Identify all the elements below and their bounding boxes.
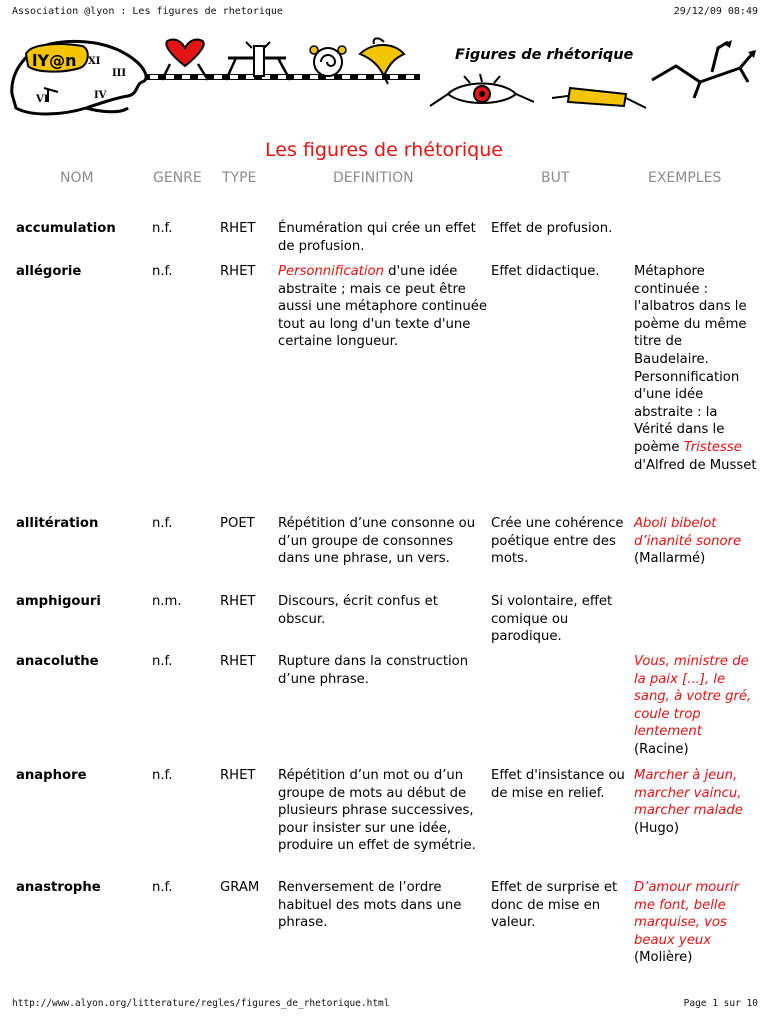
term-definition — [278, 263, 488, 351]
term-purpose: Si volontaire, effet comique ou parodique. — [491, 594, 613, 645]
definition-text: d'une idée abstraite ; mais ce peut être aussi une métaphore continuée tout au long d'un texte d'une certaine longueur. — [278, 264, 487, 350]
term-name: allitération — [16, 516, 99, 531]
column-header-exemples: EXEMPLES — [648, 170, 722, 186]
term-genre: n.f. — [152, 264, 173, 279]
column-header-nom: NOM — [60, 170, 94, 186]
term-type: RHET — [220, 264, 256, 279]
definition-text: Répétition d’un mot ou d’un groupe de mots au début de plusieurs phrase successives, pour insister sur une idée, produire un effet de symétrie. — [278, 768, 476, 854]
alyon-logo-text: lY@n — [32, 51, 77, 70]
checker-ground-line — [146, 74, 420, 80]
term-type: RHET — [220, 594, 256, 609]
term-type: GRAM — [220, 880, 260, 895]
snail-icon — [310, 46, 346, 76]
column-header-genre: GENRE — [153, 170, 202, 186]
eye-icon — [430, 74, 534, 106]
example-quote: Aboli bibelot d’inanité sonore — [634, 516, 742, 549]
print-header-date: 29/12/09 08:49 — [673, 6, 758, 17]
term-definition — [278, 767, 488, 855]
term-type: RHET — [220, 654, 256, 669]
term-genre: n.f. — [152, 516, 173, 531]
term-examples — [634, 767, 758, 837]
banner-illustrations — [0, 36, 768, 122]
arrows-figure-icon — [652, 40, 756, 98]
example-quote: D’amour mourir me font, belle marquise, vos beaux yeux — [634, 880, 740, 948]
term-examples — [634, 263, 758, 474]
term-examples — [634, 515, 758, 568]
term-examples — [634, 879, 758, 967]
term-genre: n.f. — [152, 221, 173, 236]
term-type: RHET — [220, 221, 256, 236]
column-header-type: TYPE — [222, 170, 257, 186]
example-author: d'Alfred de Musset — [634, 457, 757, 473]
svg-text:VI: VI — [36, 94, 49, 105]
example-author: (Molière) — [634, 950, 693, 966]
term-genre: n.f. — [152, 880, 173, 895]
example-author: (Hugo) — [634, 820, 680, 836]
definition-link[interactable]: Personnification — [278, 264, 384, 279]
definition-text: Énumération qui crée un effet de profusion. — [278, 221, 476, 254]
banner — [0, 36, 768, 122]
term-genre: n.m. — [152, 594, 182, 609]
term-definition — [278, 593, 488, 628]
page-number: Page 1 sur 10 — [683, 998, 758, 1009]
column-header-but: BUT — [541, 170, 570, 186]
page-url[interactable]: http://www.alyon.org/litterature/regles/figures_de_rhetorique.html — [12, 998, 390, 1009]
term-genre: n.f. — [152, 654, 173, 669]
svg-text:III: III — [112, 68, 127, 79]
banner-title: Figures de rhétorique — [455, 47, 634, 63]
term-name: allégorie — [16, 264, 82, 279]
term-name: anacoluthe — [16, 654, 99, 669]
term-purpose: Effet d'insistance ou de mise en relief. — [491, 768, 625, 801]
term-purpose: Effet didactique. — [491, 264, 600, 279]
term-name: accumulation — [16, 221, 116, 236]
term-examples — [634, 653, 758, 759]
example-quote[interactable]: Tristesse — [683, 439, 742, 455]
term-name: anaphore — [16, 768, 87, 783]
term-definition — [278, 515, 488, 568]
term-definition — [278, 653, 488, 688]
term-name: anastrophe — [16, 880, 101, 895]
definition-text: Discours, écrit confus et obscur. — [278, 594, 438, 627]
example-quote: Marcher à jeun, marcher vaincu, marcher malade — [634, 768, 743, 819]
term-definition — [278, 220, 488, 255]
term-purpose: Effet de profusion. — [491, 221, 613, 236]
term-purpose: Effet de surprise et donc de mise en valeur. — [491, 880, 618, 931]
term-definition — [278, 879, 488, 932]
term-name: amphigouri — [16, 594, 101, 609]
print-header-title: Association @lyon : Les figures de rhetorique — [12, 6, 283, 17]
example-text: Métaphore continuée : l'albatros dans le poème du même titre de Baudelaire. Personnification d'une idée abstraite : la Vérité dans le poème — [634, 264, 747, 455]
term-type: POET — [220, 516, 255, 531]
definition-text: Répétition d’une consonne ou d’un groupe de consonnes dans une phrase, un vers. — [278, 516, 476, 567]
term-genre: n.f. — [152, 768, 173, 783]
example-author: (Racine) — [634, 741, 689, 757]
print-header — [12, 6, 758, 17]
alyon-logo-icon — [26, 44, 88, 72]
example-quote: Vous, ministre de la paix [...], le sang, à votre gré, coule trop lentement — [634, 654, 752, 740]
page-title: Les figures de rhétorique — [265, 139, 503, 161]
term-purpose: Crée une cohérence poétique entre des mots. — [491, 516, 624, 567]
example-author: (Mallarmé) — [634, 551, 706, 567]
definition-text: Rupture dans la construction d’une phrase. — [278, 654, 469, 687]
heart-icon — [162, 39, 208, 80]
plank-icon — [552, 88, 646, 108]
svg-text:XI: XI — [88, 56, 101, 67]
column-header-definition: DEFINITION — [333, 170, 414, 186]
term-type: RHET — [220, 768, 256, 783]
definition-text: Renversement de l’ordre habituel des mots dans une phrase. — [278, 880, 462, 931]
print-footer — [12, 998, 758, 1009]
svg-text:IV: IV — [94, 90, 107, 101]
